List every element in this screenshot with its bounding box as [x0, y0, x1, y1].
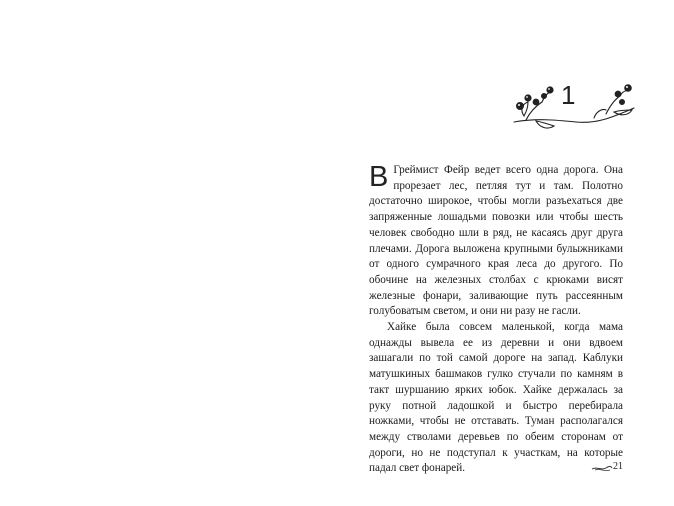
wave-flourish-icon	[591, 464, 613, 472]
paragraph-1	[369, 163, 623, 320]
chapter-number: 1	[561, 80, 576, 110]
drop-cap: В	[369, 161, 389, 193]
page-number: 21	[613, 461, 623, 472]
chapter-body	[369, 163, 623, 477]
paragraph-1-text: Греймист Фейр ведет всего одна дорога. Она прорезает лес, петляя тут и там. Полотно достаточно широкое, чтобы могли разъехаться две запряженные лошадьми повозки или чтобы шесть человек свободно шли в ряд, не касаясь друг друга плечами. Дорога выложена крупными булыжниками от одного сумрачного края леса до другого. По обочине на железных столбах с крюками висят железные фонари, заливающие путь рассеянным голубоватым светом, и они ни разу не гасли.	[369, 164, 623, 318]
paragraph-2: Хайке была совсем маленькой, когда мама однажды вывела ее из деревни и они вдвоем зашагали по той самой дороге на запад. Каблуки матушкиных башмаков гулко стучали по камням в такт шуршанию ярких юбок. Хайке держалась за руку потной ладошкой и быстро перебирала ножками, чтобы не отставать. Туман располагался между стволами деревьев по обеим сторонам от дороги, но не подступал к участкам, на которые падал свет фонарей.	[369, 321, 623, 475]
